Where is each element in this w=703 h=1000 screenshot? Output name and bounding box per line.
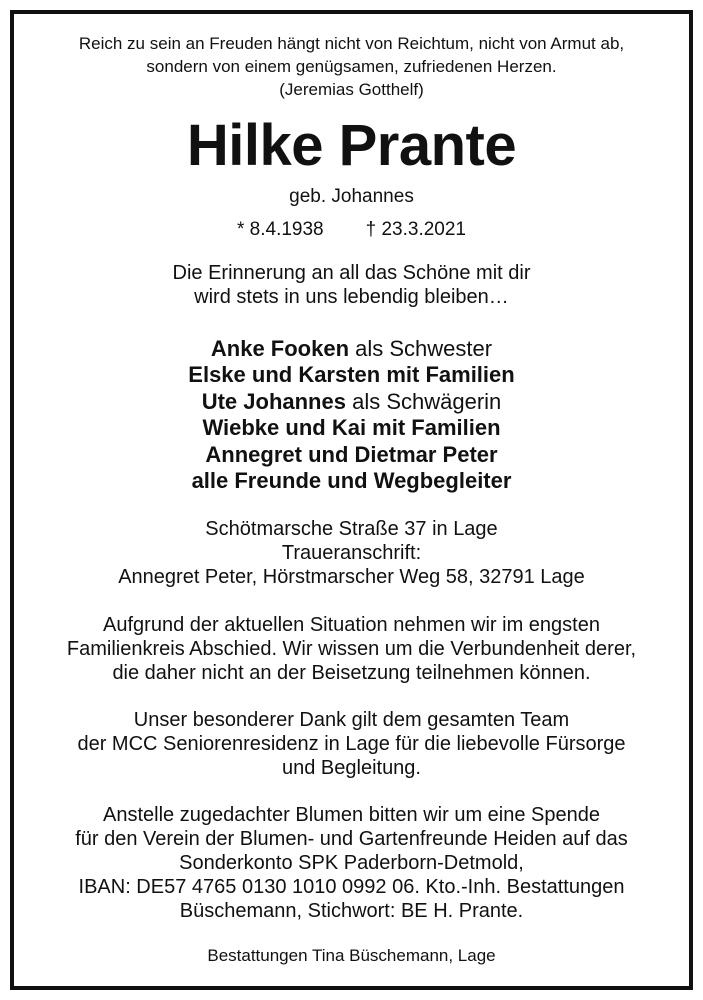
memory-line-2: wird stets in uns lebendig bleiben… bbox=[194, 286, 509, 308]
farewell-line-1: Aufgrund der aktuellen Situation nehmen wir im engsten bbox=[103, 614, 600, 636]
donation-line-2: für den Verein der Blumen- und Gartenfreunde Heiden auf das bbox=[75, 828, 628, 850]
address-line-2: Traueranschrift: bbox=[281, 542, 422, 564]
mourner-relation: als Schwester bbox=[349, 336, 493, 361]
quote-author: (Jeremias Gotthelf) bbox=[279, 80, 424, 99]
donation-line-4: IBAN: DE57 4765 0130 1010 0992 06. Kto.-Inh. Bestattungen bbox=[78, 876, 625, 898]
mourner-name: alle Freunde und Wegbegleiter bbox=[191, 468, 512, 493]
funeral-home: Bestattungen Tina Büschemann, Lage bbox=[207, 946, 496, 965]
deceased-name: Hilke Prante bbox=[186, 113, 517, 178]
birth-name: geb. Johannes bbox=[289, 186, 414, 207]
donation-line-1: Anstelle zugedachter Blumen bitten wir um eine Spende bbox=[103, 804, 600, 826]
thanks-line-2: der MCC Seniorenresidenz in Lage für die liebevolle Fürsorge bbox=[77, 733, 626, 755]
death-date: † 23.3.2021 bbox=[365, 219, 466, 240]
birth-date: * 8.4.1938 bbox=[236, 219, 324, 240]
quote-line-2: sondern von einem genügsamen, zufriedenen Herzen. bbox=[146, 57, 557, 76]
memory-line-1: Die Erinnerung an all das Schöne mit dir bbox=[172, 262, 531, 284]
mourner-name: Ute Johannes bbox=[201, 389, 346, 414]
thanks-line-3: und Begleitung. bbox=[281, 757, 421, 779]
mourner-6 bbox=[0, 468, 703, 494]
donation-line-5: Büschemann, Stichwort: BE H. Prante. bbox=[179, 900, 524, 922]
mourner-2 bbox=[0, 362, 703, 388]
mourner-name: Anke Fooken bbox=[210, 336, 350, 361]
address-line-3: Annegret Peter, Hörstmarscher Weg 58, 32791 Lage bbox=[118, 566, 585, 588]
mourner-name: Elske und Karsten mit Familien bbox=[188, 362, 515, 387]
mourner-3 bbox=[0, 389, 703, 415]
donation-line-3: Sonderkonto SPK Paderborn-Detmold, bbox=[179, 852, 524, 874]
mourner-name: Wiebke und Kai mit Familien bbox=[202, 415, 501, 440]
mourner-relation: als Schwägerin bbox=[345, 389, 502, 414]
mourner-1 bbox=[0, 336, 703, 362]
life-dates bbox=[0, 219, 703, 241]
farewell-line-2: Familienkreis Abschied. Wir wissen um die Verbundenheit derer, bbox=[66, 638, 637, 660]
mourner-name: Annegret und Dietmar Peter bbox=[205, 442, 498, 467]
mourner-4 bbox=[0, 415, 703, 441]
farewell-line-3: die daher nicht an der Beisetzung teilnehmen können. bbox=[112, 662, 591, 684]
quote-line-1: Reich zu sein an Freuden hängt nicht von Reichtum, nicht von Armut ab, bbox=[78, 34, 625, 53]
address-line-1: Schötmarsche Straße 37 in Lage bbox=[205, 518, 498, 540]
mourner-5 bbox=[0, 442, 703, 468]
thanks-line-1: Unser besonderer Dank gilt dem gesamten Team bbox=[133, 709, 570, 731]
